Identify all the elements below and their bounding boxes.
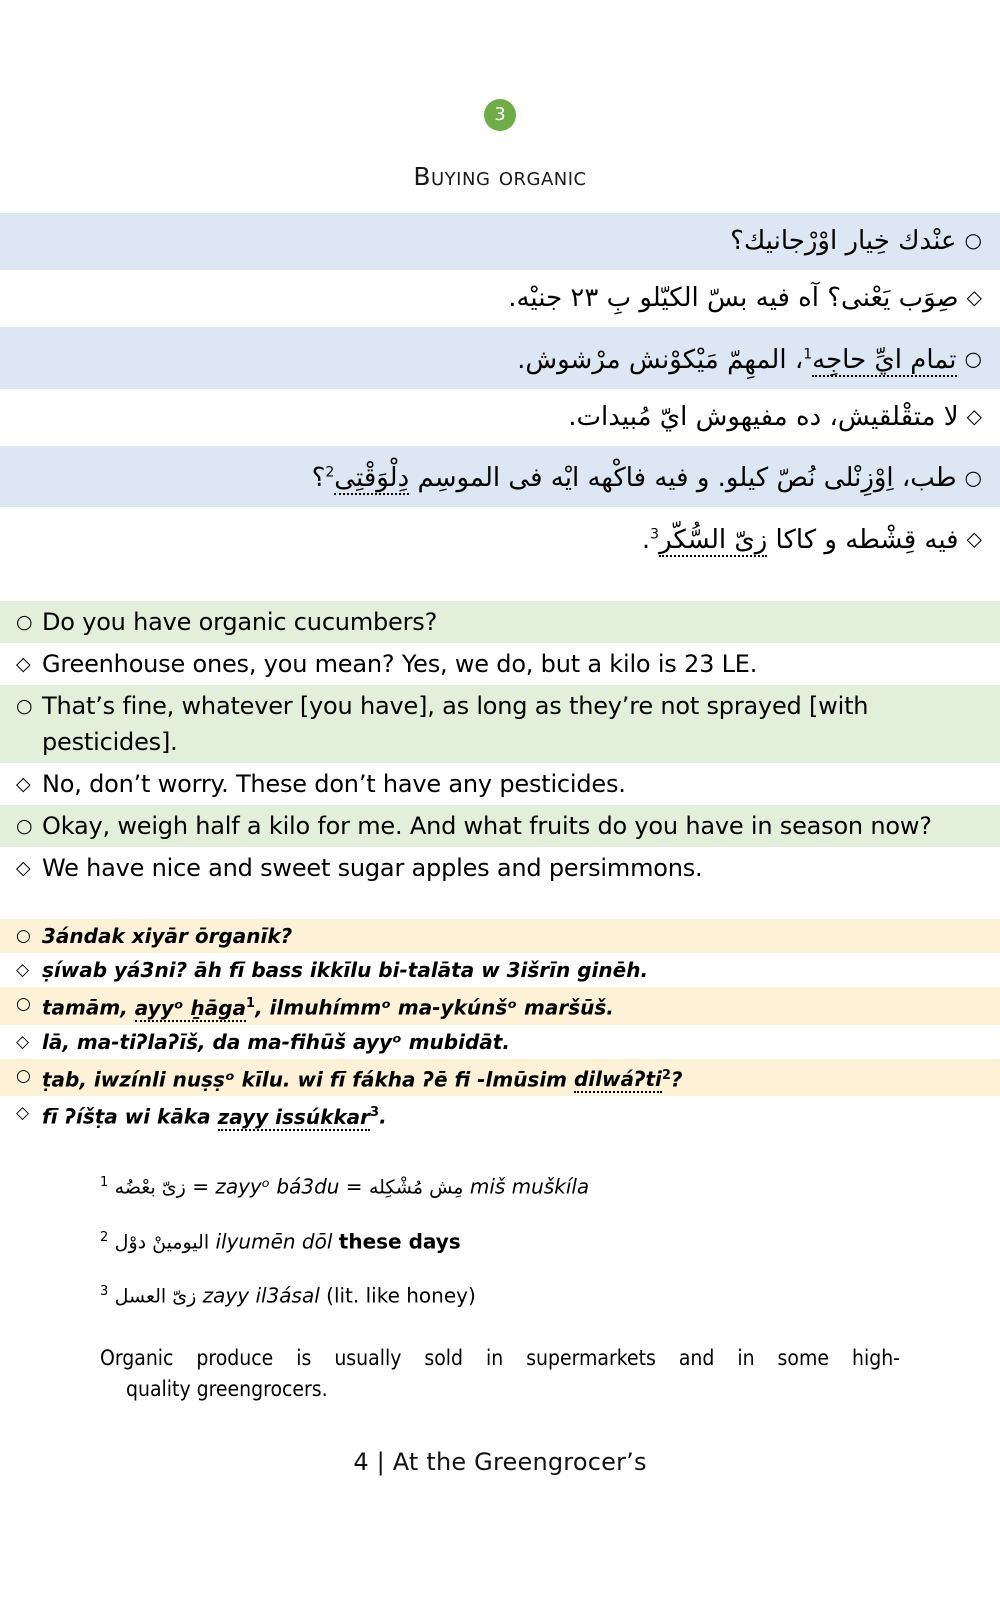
arabic-line-rest: ؟	[311, 463, 326, 494]
speaker-marker-b-icon: ◇	[16, 652, 31, 675]
arabic-dialogue-block	[0, 213, 1000, 569]
footnote-ref: 1	[246, 995, 256, 1011]
transliteration-underlined: zayy issúkkar	[217, 1104, 371, 1129]
footnote-number: 3	[100, 1284, 109, 1300]
speaker-marker-a-icon: ○	[16, 1065, 31, 1086]
footnote-item	[100, 1213, 900, 1268]
footnote-translit: zayyᵒ bá3du	[215, 1174, 340, 1199]
english-line-text: Greenhouse ones, you mean? Yes, we do, but a kilo is 23 LE.	[42, 649, 758, 678]
arabic-dialogue-line	[0, 327, 1000, 389]
arabic-line-underlined: تمام ايِّ حاجِه	[812, 344, 957, 375]
footnote-gloss: these days	[338, 1229, 461, 1254]
transliteration-line	[0, 1059, 1000, 1097]
english-dialogue-line	[0, 601, 1000, 643]
arabic-line-underlined: زىّ السُّكّر	[659, 524, 768, 555]
english-dialogue-line	[0, 805, 1000, 847]
english-dialogue-line	[0, 685, 1000, 763]
footnote-translit: zayy il3ásal	[202, 1283, 320, 1308]
footnote-arabic: اليومينْ دوْل	[114, 1231, 210, 1254]
speaker-marker-a-icon: ○	[16, 814, 33, 837]
english-line-text: Do you have organic cucumbers?	[42, 607, 438, 636]
arabic-line-rest: .	[641, 524, 651, 555]
note-line-1: Organic produce is usually sold in supermarkets and in some high-	[100, 1345, 900, 1370]
arabic-line-text: طب، اِوْزِنْلى نُصّ كيلو. و فيه فاكْهه ايْه فى الموسِم	[409, 463, 957, 494]
speaker-marker-a-icon: ○	[16, 993, 31, 1014]
transliteration-line	[0, 919, 1000, 953]
speaker-marker-b-icon: ◇	[966, 285, 982, 309]
footnote-translit: ilyumēn dōl	[215, 1229, 333, 1254]
arabic-line-text: عنْدك خِيار اوْرْجانيك؟	[730, 226, 957, 256]
footnote-number: 2	[100, 1229, 109, 1245]
speaker-marker-b-icon: ◇	[16, 1103, 30, 1124]
transliteration-line	[0, 1096, 1000, 1134]
transliteration-text: lā, ma-tiʔlaʔīš, da ma-fihūš ayyᵒ mubidāt.	[42, 1029, 510, 1054]
footnote-arabic: زىّ العسل	[114, 1285, 197, 1308]
speaker-marker-b-icon: ◇	[966, 403, 982, 428]
transliteration-pre: fī ʔíšṭa wi kāka	[42, 1104, 218, 1129]
english-line-text: We have nice and sweet sugar apples and persimmons.	[42, 853, 703, 882]
page-footer	[0, 1448, 1000, 1476]
footnote-item	[100, 1158, 900, 1213]
note-line-2: quality greengrocers.	[126, 1376, 328, 1401]
arabic-dialogue-line	[0, 213, 1000, 270]
speaker-marker-a-icon: ○	[964, 465, 982, 490]
arabic-dialogue-line	[0, 270, 1000, 327]
footnote-equals: =	[185, 1174, 216, 1199]
footnote-ref: 1	[803, 346, 813, 362]
footnote-number: 1	[100, 1174, 109, 1190]
footnotes-block	[0, 1158, 1000, 1322]
speaker-marker-b-icon: ◇	[16, 1031, 30, 1052]
speaker-marker-a-icon: ○	[16, 925, 31, 946]
transliteration-post: , ilmuhímmᵒ ma-ykúnšᵒ maršūš.	[255, 995, 614, 1020]
speaker-marker-a-icon: ○	[16, 694, 33, 717]
arabic-line-text: لا متقْلقيش، ده مفيهوش ايّ مُبيدات.	[568, 401, 959, 432]
english-line-text: No, don’t worry. These don’t have any pesticides.	[42, 769, 626, 798]
speaker-marker-b-icon: ◇	[16, 856, 31, 879]
english-dialogue-line	[0, 643, 1000, 685]
english-dialogue-line	[0, 847, 1000, 889]
footnote-translit: miš muškíla	[469, 1174, 590, 1199]
arabic-line-text: صِوَب يَعْنى؟ آه فيه بسّ الكيّلو بِ ٢٣ جنيْه.	[508, 283, 959, 313]
chapter-badge-container	[0, 0, 1000, 131]
transliteration-underlined: dilwáʔti	[573, 1067, 662, 1092]
arabic-dialogue-line	[0, 446, 1000, 508]
footnote-arabic: زىّ بعْضُه	[114, 1176, 186, 1199]
transliteration-line	[0, 987, 1000, 1025]
footnote-item	[100, 1267, 900, 1322]
footnote-ref: 2	[661, 1067, 671, 1083]
cultural-note-paragraph	[100, 1343, 900, 1405]
speaker-marker-b-icon: ◇	[16, 959, 30, 980]
speaker-marker-a-icon: ○	[964, 228, 982, 252]
english-line-text: Okay, weigh half a kilo for me. And what fruits do you have in season now?	[42, 811, 932, 840]
arabic-line-rest: ، المهِمّ مَيْكوْنش مرْشوش.	[517, 344, 804, 375]
transliteration-pre: tamām,	[42, 995, 135, 1020]
arabic-line-underlined: دِلْوَقْتِى	[334, 463, 410, 494]
transliteration-text: ṣíwab yá3ni? āh fī bass ikkīlu bi-talāta w 3išrīn ginēh.	[42, 957, 649, 982]
transliteration-block	[0, 919, 1000, 1134]
footnote-ref: 3	[370, 1105, 380, 1121]
transliteration-text: 3ándak xiyār ōrganīk?	[42, 923, 293, 948]
speaker-marker-a-icon: ○	[16, 610, 33, 633]
transliteration-underlined: ayyᵒ ẖāga	[134, 995, 247, 1020]
footnote-equals: =	[339, 1174, 369, 1199]
transliteration-post: .	[379, 1104, 387, 1129]
section-title-text: Buying organic	[413, 162, 587, 191]
transliteration-line	[0, 1025, 1000, 1059]
english-line-text: That’s fine, whatever [you have], as long as they’re not sprayed [with pesticides].	[42, 691, 869, 756]
footnote-gloss: (lit. like honey)	[326, 1283, 476, 1308]
arabic-line-text: فيه قِشْطه و كاكا	[767, 524, 959, 555]
transliteration-post: ?	[670, 1067, 683, 1092]
speaker-marker-a-icon: ○	[964, 346, 982, 371]
english-dialogue-block	[0, 601, 1000, 889]
speaker-marker-b-icon: ◇	[966, 526, 982, 551]
section-title	[0, 162, 1000, 191]
footnote-ref: 2	[325, 464, 335, 481]
chapter-number-badge: 3	[484, 99, 516, 131]
arabic-dialogue-line	[0, 389, 1000, 446]
arabic-dialogue-line	[0, 507, 1000, 569]
speaker-marker-b-icon: ◇	[16, 772, 31, 795]
english-dialogue-line	[0, 763, 1000, 805]
footer-text: 4 | At the Greengrocer’s	[353, 1448, 647, 1476]
footnote-ref: 3	[650, 526, 660, 543]
transliteration-line	[0, 953, 1000, 987]
footnote-arabic: مِش مُشْكِله	[368, 1176, 464, 1199]
transliteration-pre: ṭab, iwzínli nuṣṣᵒ kīlu. wi fī fákha ʔē fi -lmūsim	[42, 1067, 574, 1092]
